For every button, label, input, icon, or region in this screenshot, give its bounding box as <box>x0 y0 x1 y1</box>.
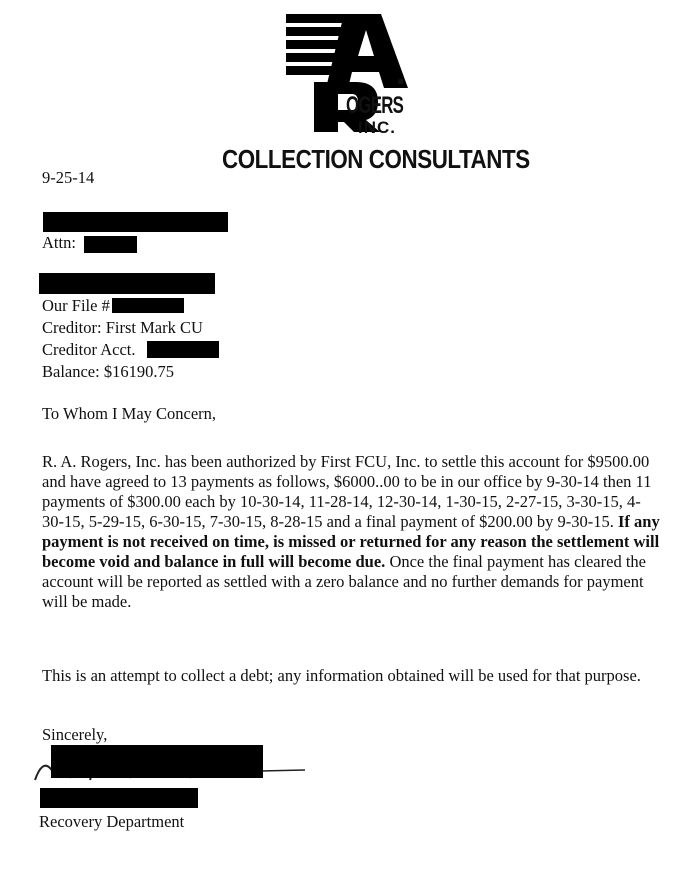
settlement-terms: R. A. Rogers, Inc. has been authorized by First FCU, Inc. to settle this account for $9500.00 and have agreed to 13 payments as follows, $6000..00 to be in our office by 9-30-14 then 11 payments of $300.00 each by 10-30-14, 11-28-14, 12-30-14, 1-30-15, 2-27-15, 3-30-15, 4-30-15, 5-29-15, 6-30-15, 7-30-15, 8-28-15 and a final payment of $200.00 by 9-30-15. <box>42 452 652 531</box>
redacted-creditor-acct <box>147 341 219 358</box>
redacted-debtor-name <box>39 273 215 294</box>
redacted-signature <box>51 745 263 778</box>
redacted-recipient-name <box>43 212 228 232</box>
company-logo <box>286 10 436 140</box>
attn-label: Attn: <box>42 233 76 252</box>
settlement-warning: If any payment is not received on time, is missed or returned for any reason the settlement will become void and balance in full will become due. <box>42 512 660 571</box>
logo-ogers: OGERS <box>346 92 404 119</box>
creditor-acct-label: Creditor Acct. <box>42 340 136 359</box>
salutation: To Whom I May Concern, <box>42 404 217 423</box>
settlement-paragraph <box>42 452 660 612</box>
redacted-file-number <box>112 298 184 313</box>
department-name: Recovery Department <box>39 812 185 831</box>
logo-dot: . <box>396 54 406 92</box>
logo-inc: INC. <box>358 118 396 137</box>
balance-line: Balance: $16190.75 <box>42 362 174 381</box>
settlement-closing-terms: Once the final payment has cleared the account will be reported as settled with a zero balance and no further demands for payment will be made. <box>42 552 646 611</box>
redacted-attn-name <box>84 236 137 253</box>
our-file-label: Our File # <box>42 296 110 315</box>
debt-collection-notice: This is an attempt to collect a debt; any information obtained will be used for that purpose. <box>42 666 641 685</box>
creditor-line: Creditor: First Mark CU <box>42 318 203 337</box>
company-tagline: COLLECTION CONSULTANTS <box>222 144 530 174</box>
letter-date: 9-25-14 <box>42 168 95 187</box>
sincerely: Sincerely, <box>42 725 108 744</box>
redacted-signer-name <box>40 788 198 808</box>
